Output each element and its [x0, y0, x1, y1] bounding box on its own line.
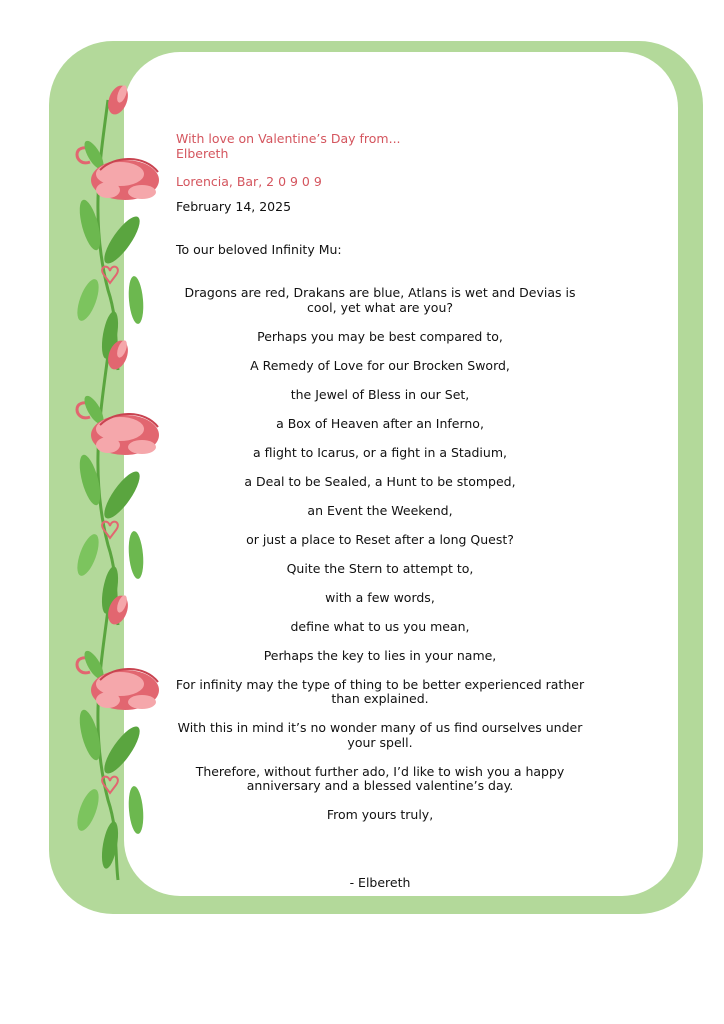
closing-line: From yours truly,	[326, 807, 434, 822]
rose-vine-icon	[60, 70, 180, 900]
poem-line: the Jewel of Bless in our Set,	[290, 386, 470, 402]
poem-line: a Box of Heaven after an Inferno,	[276, 415, 484, 431]
poem-line: with a few words,	[325, 589, 435, 605]
poem-line: Quite the Stern to attempt to,	[286, 560, 474, 576]
sender-address: Lorencia, Bar, 2 0 9 0 9	[176, 174, 322, 189]
poem-line: With this in mind it’s no wonder many of us find ourselves under your spell.	[177, 720, 583, 750]
poem-line: For infinity may the type of thing to be better experienced rather than explained.	[175, 676, 585, 706]
sender-name: Elbereth	[176, 146, 229, 161]
poem-line: a Deal to be Sealed, a Hunt to be stomped,	[244, 473, 516, 489]
poem-line: or just a place to Reset after a long Quest?	[246, 531, 514, 547]
poem-line: Therefore, without further ado, I’d like to wish you a happy anniversary and a blessed valentine’s day.	[195, 763, 565, 793]
poem-line: A Remedy of Love for our Brocken Sword,	[250, 357, 510, 373]
letter-date: February 14, 2025	[176, 199, 292, 214]
sender-block	[176, 131, 401, 161]
signature: - Elbereth	[349, 875, 411, 890]
poem-line: an Event the Weekend,	[307, 502, 453, 518]
poem-line: Perhaps the key to lies in your name,	[263, 647, 497, 663]
poem-body	[170, 286, 590, 837]
sender-line: With love on Valentine’s Day from...	[176, 131, 401, 146]
letter-greeting: To our beloved Infinity Mu:	[176, 242, 342, 257]
poem-line: a flight to Icarus, or a fight in a Stadium,	[253, 444, 507, 460]
poem-line: Dragons are red, Drakans are blue, Atlans is wet and Devias is cool, yet what are you?	[184, 285, 576, 315]
poem-line: define what to us you mean,	[290, 618, 470, 634]
poem-line: Perhaps you may be best compared to,	[257, 328, 503, 344]
